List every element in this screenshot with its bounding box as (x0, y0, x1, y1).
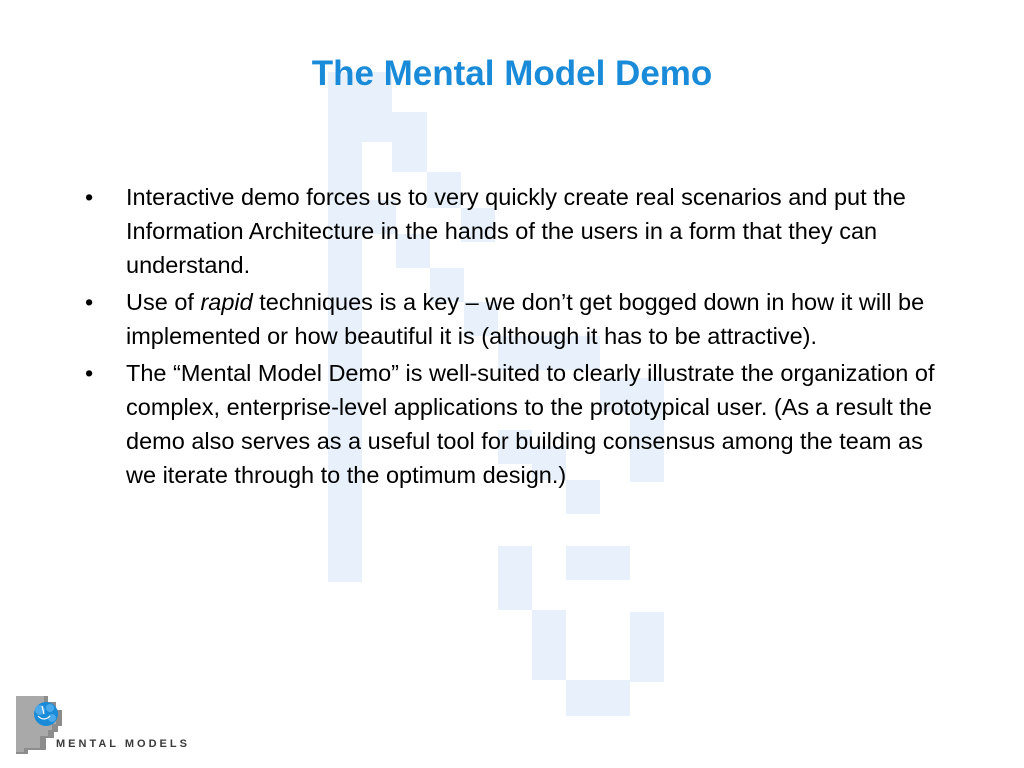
bullet-item (85, 356, 935, 492)
bullet-item (85, 180, 935, 282)
bullet-list (85, 180, 935, 495)
bullet-marker: • (85, 184, 94, 210)
bullet-item (85, 285, 935, 353)
bullet-marker: • (85, 289, 94, 315)
mental-models-logo (14, 694, 190, 756)
logo-wordmark: MENTAL MODELS (56, 738, 190, 750)
bullet-text: Interactive demo forces us to very quickly create real scenarios and put the Information Architecture in the hands of the users in a form that they can understand. (126, 184, 906, 278)
bullet-emphasis: rapid (200, 289, 253, 315)
bullet-text-after: techniques is a key – we don’t get bogged down in how it will be implemented or how beautiful it is (although it has to be attractive). (126, 289, 925, 349)
slide-title: The Mental Model Demo (311, 54, 713, 93)
bullet-text-before: Use of (126, 289, 201, 315)
bullet-marker: • (85, 360, 94, 386)
bullet-text: The “Mental Model Demo” is well-suited to clearly illustrate the organization of complex, enterprise-level applications to the prototypical user. (As a result the demo also serves as a useful tool for building consensus among the team as we iterate through to the optimum design.) (126, 360, 935, 488)
